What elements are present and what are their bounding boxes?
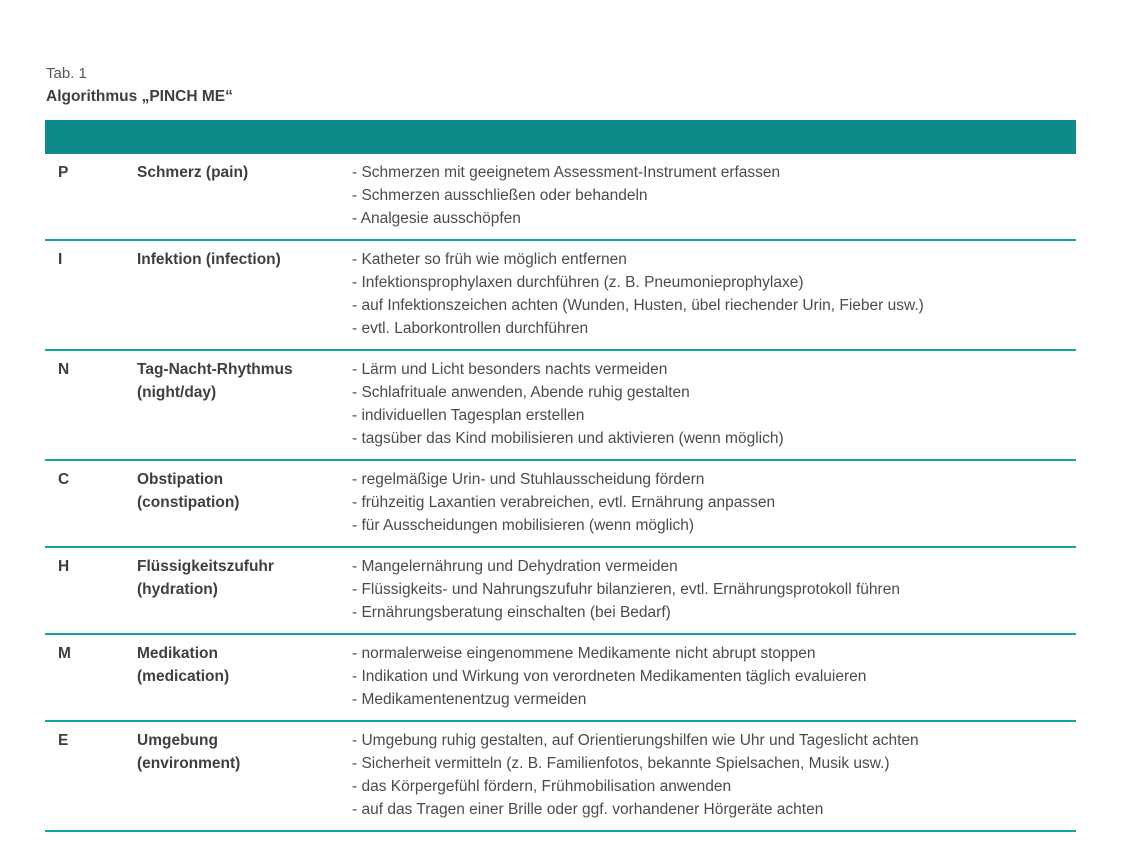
row-item: - tagsüber das Kind mobilisieren und aktivieren (wenn möglich) [352,430,784,447]
row-letter: C [45,460,137,547]
row-term-line: Medikation [137,645,218,662]
row-term [137,240,352,350]
row-item: - Katheter so früh wie möglich entfernen [352,251,627,268]
row-letter: N [45,350,137,460]
row-term [137,350,352,460]
row-item: - frühzeitig Laxantien verabreichen, evtl. Ernährung anpassen [352,494,776,511]
row-term-line: Obstipation [137,471,224,488]
row-item: - auf Infektionszeichen achten (Wunden, Husten, übel riechender Urin, Fieber usw.) [352,297,924,314]
row-item: - normalerweise eingenommene Medikamente nicht abrupt stoppen [352,645,816,662]
table-header-cell [45,120,1076,154]
row-term-line: (medication) [137,668,230,685]
row-item: - Ernährungsberatung einschalten (bei Bedarf) [352,604,671,621]
row-term-line: Infektion (infection) [137,251,281,268]
row-item: - regelmäßige Urin- und Stuhlausscheidung fördern [352,471,705,488]
row-item: - Flüssigkeits- und Nahrungszufuhr bilanzieren, evtl. Ernährungsprotokoll führen [352,581,900,598]
row-item: - Schlafrituale anwenden, Abende ruhig gestalten [352,384,690,401]
row-letter: M [45,634,137,721]
row-item: - Schmerzen mit geeignetem Assessment-Instrument erfassen [352,164,781,181]
row-term-line: Flüssigkeitszufuhr [137,558,274,575]
row-item: - Analgesie ausschöpfen [352,210,521,227]
table-row [45,634,1076,721]
row-item: - das Körpergefühl fördern, Frühmobilisation anwenden [352,778,732,795]
row-term-line: Schmerz (pain) [137,164,249,181]
row-term [137,634,352,721]
row-items [352,240,1076,350]
row-term [137,547,352,634]
table-row [45,460,1076,547]
table-caption: Tab. 1 [46,65,87,82]
row-letter: H [45,547,137,634]
table-row [45,350,1076,460]
row-letter: I [45,240,137,350]
table-row [45,547,1076,634]
row-item: - Sicherheit vermitteln (z. B. Familienfotos, bekannte Spielsachen, Musik usw.) [352,755,890,772]
row-term [137,721,352,831]
row-term [137,154,352,240]
pinchme-table-body [45,154,1076,831]
row-item: - Medikamentenentzug vermeiden [352,691,587,708]
pinchme-table [45,120,1076,832]
row-term-line: (environment) [137,755,241,772]
row-item: - Infektionsprophylaxen durchführen (z. B. Pneumonieprophylaxe) [352,274,804,291]
row-item: - Umgebung ruhig gestalten, auf Orientierungshilfen wie Uhr und Tageslicht achten [352,732,919,749]
row-item: - Schmerzen ausschließen oder behandeln [352,187,648,204]
row-term-line: (constipation) [137,494,240,511]
row-term-line: Umgebung [137,732,218,749]
table-row [45,154,1076,240]
row-items [352,547,1076,634]
row-item: - Indikation und Wirkung von verordneten Medikamenten täglich evaluieren [352,668,867,685]
row-item: - für Ausscheidungen mobilisieren (wenn möglich) [352,517,695,534]
row-item: - individuellen Tagesplan erstellen [352,407,585,424]
table-row [45,240,1076,350]
row-term-line: (hydration) [137,581,218,598]
row-items [352,460,1076,547]
row-term [137,460,352,547]
row-items [352,350,1076,460]
row-item: - auf das Tragen einer Brille oder ggf. vorhandener Hörgeräte achten [352,801,824,818]
row-letter: P [45,154,137,240]
row-items [352,634,1076,721]
row-term-line: (night/day) [137,384,217,401]
row-item: - Mangelernährung und Dehydration vermeiden [352,558,678,575]
row-letter: E [45,721,137,831]
row-item: - Lärm und Licht besonders nachts vermeiden [352,361,668,378]
table-header-bar [45,120,1076,154]
row-items [352,721,1076,831]
table-title: Algorithmus „PINCH ME“ [46,88,233,105]
row-items [352,154,1076,240]
row-item: - evtl. Laborkontrollen durchführen [352,320,589,337]
row-term-line: Tag-Nacht-Rhythmus [137,361,293,378]
table-row [45,721,1076,831]
